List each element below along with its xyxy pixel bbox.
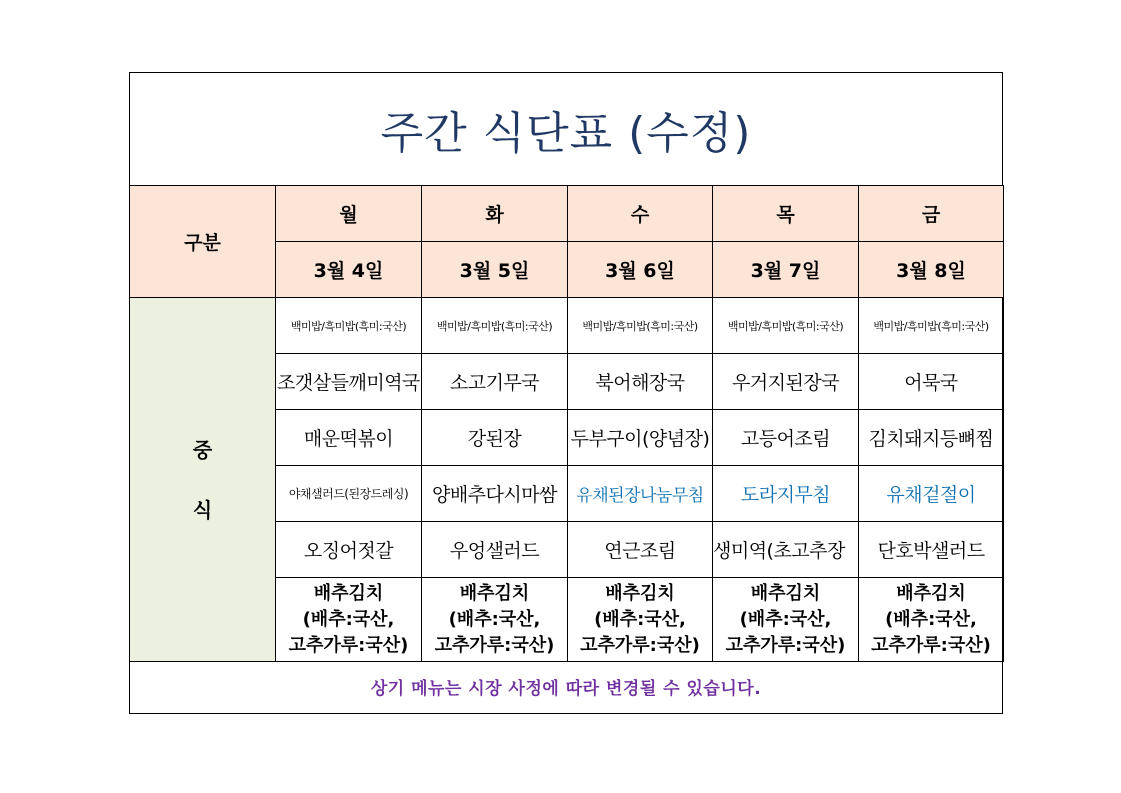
kimchi-origin-2: 고추가루:국산) (580, 634, 700, 656)
kimchi-origin-1: (배추:국산, (302, 608, 395, 630)
day-row (130, 186, 1004, 242)
day-header-thu: 목 (713, 186, 859, 242)
kimchi-origin-1: (배추:국산, (739, 608, 832, 630)
page-title: 주간 식단표 (수정) (380, 108, 752, 159)
soup-cell: 어묵국 (859, 354, 1004, 410)
date-header-tue: 3월 5일 (422, 242, 568, 298)
soup-cell: 우거지된장국 (713, 354, 859, 410)
kimchi-cell (568, 578, 713, 662)
kimchi-name: 배추김치 (605, 582, 675, 604)
kimchi-cell (422, 578, 568, 662)
side-dish-cell-highlight: 유채된장나눔무침 (568, 466, 713, 522)
side-dish-cell: 양배추다시마쌈 (422, 466, 568, 522)
side-dish-cell-highlight: 유채겉절이 (859, 466, 1004, 522)
day-header-fri: 금 (859, 186, 1004, 242)
kimchi-cell (276, 578, 422, 662)
side-dish-cell: 생미역(초고추장 (713, 522, 859, 578)
side-dish-cell: 우엉샐러드 (422, 522, 568, 578)
soup-cell: 조갯살들깨미역국 (276, 354, 422, 410)
side-dish-cell: 단호박샐러드 (859, 522, 1004, 578)
kimchi-origin-2: 고추가루:국산) (288, 634, 409, 656)
rice-row (130, 298, 1004, 354)
title-row (130, 73, 1002, 186)
kimchi-name: 배추김치 (459, 582, 530, 604)
kimchi-cell (859, 578, 1004, 662)
main-dish-cell: 매운떡볶이 (276, 410, 422, 466)
main-dish-cell: 강된장 (422, 410, 568, 466)
footer-row (130, 660, 1002, 713)
lunch-label-char-2: 식 (192, 497, 213, 522)
date-header-mon: 3월 4일 (276, 242, 422, 298)
kimchi-origin-1: (배추:국산, (594, 608, 686, 630)
kimchi-name: 배추김치 (896, 582, 966, 604)
rice-cell: 백미밥/흑미밥(흑미:국산) (568, 298, 713, 354)
kimchi-cell (713, 578, 859, 662)
date-header-fri: 3월 8일 (859, 242, 1004, 298)
kimchi-origin-2: 고추가루:국산) (434, 634, 555, 656)
day-header-mon: 월 (276, 186, 422, 242)
kimchi-origin-2: 고추가루:국산) (725, 634, 846, 656)
side-dish-cell: 오징어젓갈 (276, 522, 422, 578)
lunch-label-char-1: 중 (192, 437, 213, 462)
main-dish-cell: 두부구이(양념장) (568, 410, 713, 466)
date-header-thu: 3월 7일 (713, 242, 859, 298)
kimchi-name: 배추김치 (750, 582, 821, 604)
day-header-wed: 수 (568, 186, 713, 242)
kimchi-name: 배추김치 (313, 582, 384, 604)
day-header-tue: 화 (422, 186, 568, 242)
footer-note: 상기 메뉴는 시장 사정에 따라 변경될 수 있습니다. (370, 679, 762, 699)
kimchi-origin-1: (배추:국산, (448, 608, 541, 630)
menu-sheet (129, 72, 1003, 714)
soup-cell: 소고기무국 (422, 354, 568, 410)
side-dish-cell-highlight: 도라지무침 (713, 466, 859, 522)
category-header: 구분 (130, 186, 276, 298)
lunch-label (130, 298, 276, 662)
rice-cell: 백미밥/흑미밥(흑미:국산) (422, 298, 568, 354)
kimchi-origin-2: 고추가루:국산) (871, 634, 991, 656)
main-dish-cell: 고등어조림 (713, 410, 859, 466)
main-dish-cell: 김치돼지등뼈찜 (859, 410, 1004, 466)
kimchi-origin-1: (배추:국산, (885, 608, 977, 630)
menu-table (129, 185, 1004, 662)
date-header-wed: 3월 6일 (568, 242, 713, 298)
rice-cell: 백미밥/흑미밥(흑미:국산) (859, 298, 1004, 354)
side-dish-cell: 연근조림 (568, 522, 713, 578)
rice-cell: 백미밥/흑미밥(흑미:국산) (276, 298, 422, 354)
side-dish-cell: 야채샐러드(된장드레싱) (276, 466, 422, 522)
rice-cell: 백미밥/흑미밥(흑미:국산) (713, 298, 859, 354)
soup-cell: 북어해장국 (568, 354, 713, 410)
